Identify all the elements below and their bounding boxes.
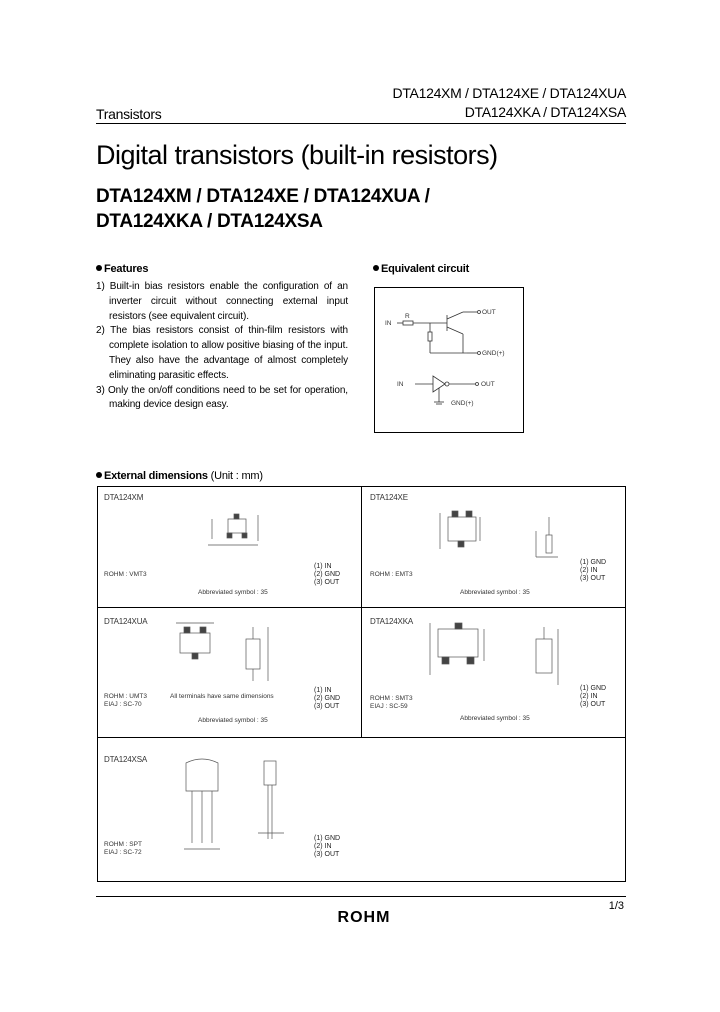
rohm-logo — [334, 908, 394, 924]
package-drawing-xsa — [168, 751, 308, 861]
features-list — [96, 280, 348, 413]
subtitle-line1: DTA124XM / DTA124XE / DTA124XUA / — [96, 186, 430, 207]
out-label: OUT — [482, 309, 496, 316]
gnd-label-2: GND(+) — [451, 400, 474, 407]
package-drawing-xm — [198, 505, 278, 565]
in-label: IN — [385, 320, 392, 327]
package-name-xm: ROHM : VMT3 — [104, 571, 147, 578]
note-xua: All terminals have same dimensions — [170, 693, 274, 700]
in-label-2: IN — [397, 381, 404, 388]
feature-item: 2) The bias resistors consist of thin-film resistors with complete isolation to allow positive biasing of the input. They also have the advantage of almost completely eliminating parasitic effects. — [96, 325, 348, 381]
cell-divider — [361, 487, 362, 737]
cell-divider — [98, 607, 625, 608]
svg-text:ROHM: ROHM — [337, 909, 391, 924]
cell-title-xm: DTA124XM — [104, 493, 144, 502]
header-rule — [96, 123, 626, 124]
footer-rule — [96, 896, 626, 897]
pin-list-xsa: (1) GND (2) IN (3) OUT — [314, 835, 341, 858]
subtitle-line2: DTA124XKA / DTA124XSA — [96, 211, 323, 232]
dimensions-table — [97, 486, 626, 882]
pin-list-xm: (1) IN (2) GND (3) OUT — [314, 563, 341, 586]
circuit-schematic — [375, 288, 523, 432]
bullet-icon — [373, 265, 379, 271]
cell-title-xka: DTA124XKA — [370, 617, 413, 626]
bullet-icon — [96, 265, 102, 271]
dimensions-heading: External dimensions (Unit : mm) — [96, 470, 263, 482]
abbr-symbol-xe: Abbreviated symbol : 35 — [460, 589, 530, 596]
part-numbers-line1: DTA124XM / DTA124XE / DTA124XUA — [392, 85, 626, 101]
equivalent-circuit-diagram — [374, 287, 524, 433]
cell-divider — [98, 737, 625, 738]
pin-list-xka: (1) GND (2) IN (3) OUT — [580, 685, 607, 708]
package-name-xua: ROHM : UMT3 EIAJ : SC-70 — [104, 693, 147, 708]
cell-title-xsa: DTA124XSA — [104, 755, 147, 764]
package-drawing-xua — [168, 617, 298, 697]
gnd-label: GND(+) — [482, 350, 505, 357]
bullet-icon — [96, 472, 102, 478]
package-name-xka: ROHM : SMT3 EIAJ : SC-59 — [370, 695, 413, 710]
abbr-symbol-xua: Abbreviated symbol : 35 — [198, 717, 268, 724]
r-label: R — [405, 313, 410, 320]
package-name-xe: ROHM : EMT3 — [370, 571, 413, 578]
pin-list-xua: (1) IN (2) GND (3) OUT — [314, 687, 341, 710]
page-title: Digital transistors (built-in resistors) — [96, 140, 498, 170]
category-label: Transistors — [96, 106, 162, 122]
package-name-xsa: ROHM : SPT EIAJ : SC-72 — [104, 841, 142, 856]
out-label-2: OUT — [481, 381, 495, 388]
feature-item: 1) Built-in bias resistors enable the configuration of an inverter circuit without connecting external input resistors (see equivalent circuit). — [96, 281, 348, 322]
features-heading: Features — [96, 263, 148, 275]
abbr-symbol-xka: Abbreviated symbol : 35 — [460, 715, 530, 722]
part-numbers-line2: DTA124XKA / DTA124XSA — [464, 104, 626, 120]
equivalent-circuit-heading: Equivalent circuit — [373, 263, 469, 275]
cell-title-xe: DTA124XE — [370, 493, 408, 502]
feature-item: 3) Only the on/off conditions need to be set for operation, making device design easy. — [96, 384, 348, 411]
cell-title-xua: DTA124XUA — [104, 617, 148, 626]
page-number: 1/3 — [608, 900, 624, 912]
pin-list-xe: (1) GND (2) IN (3) OUT — [580, 559, 607, 582]
abbr-symbol-xm: Abbreviated symbol : 35 — [198, 589, 268, 596]
